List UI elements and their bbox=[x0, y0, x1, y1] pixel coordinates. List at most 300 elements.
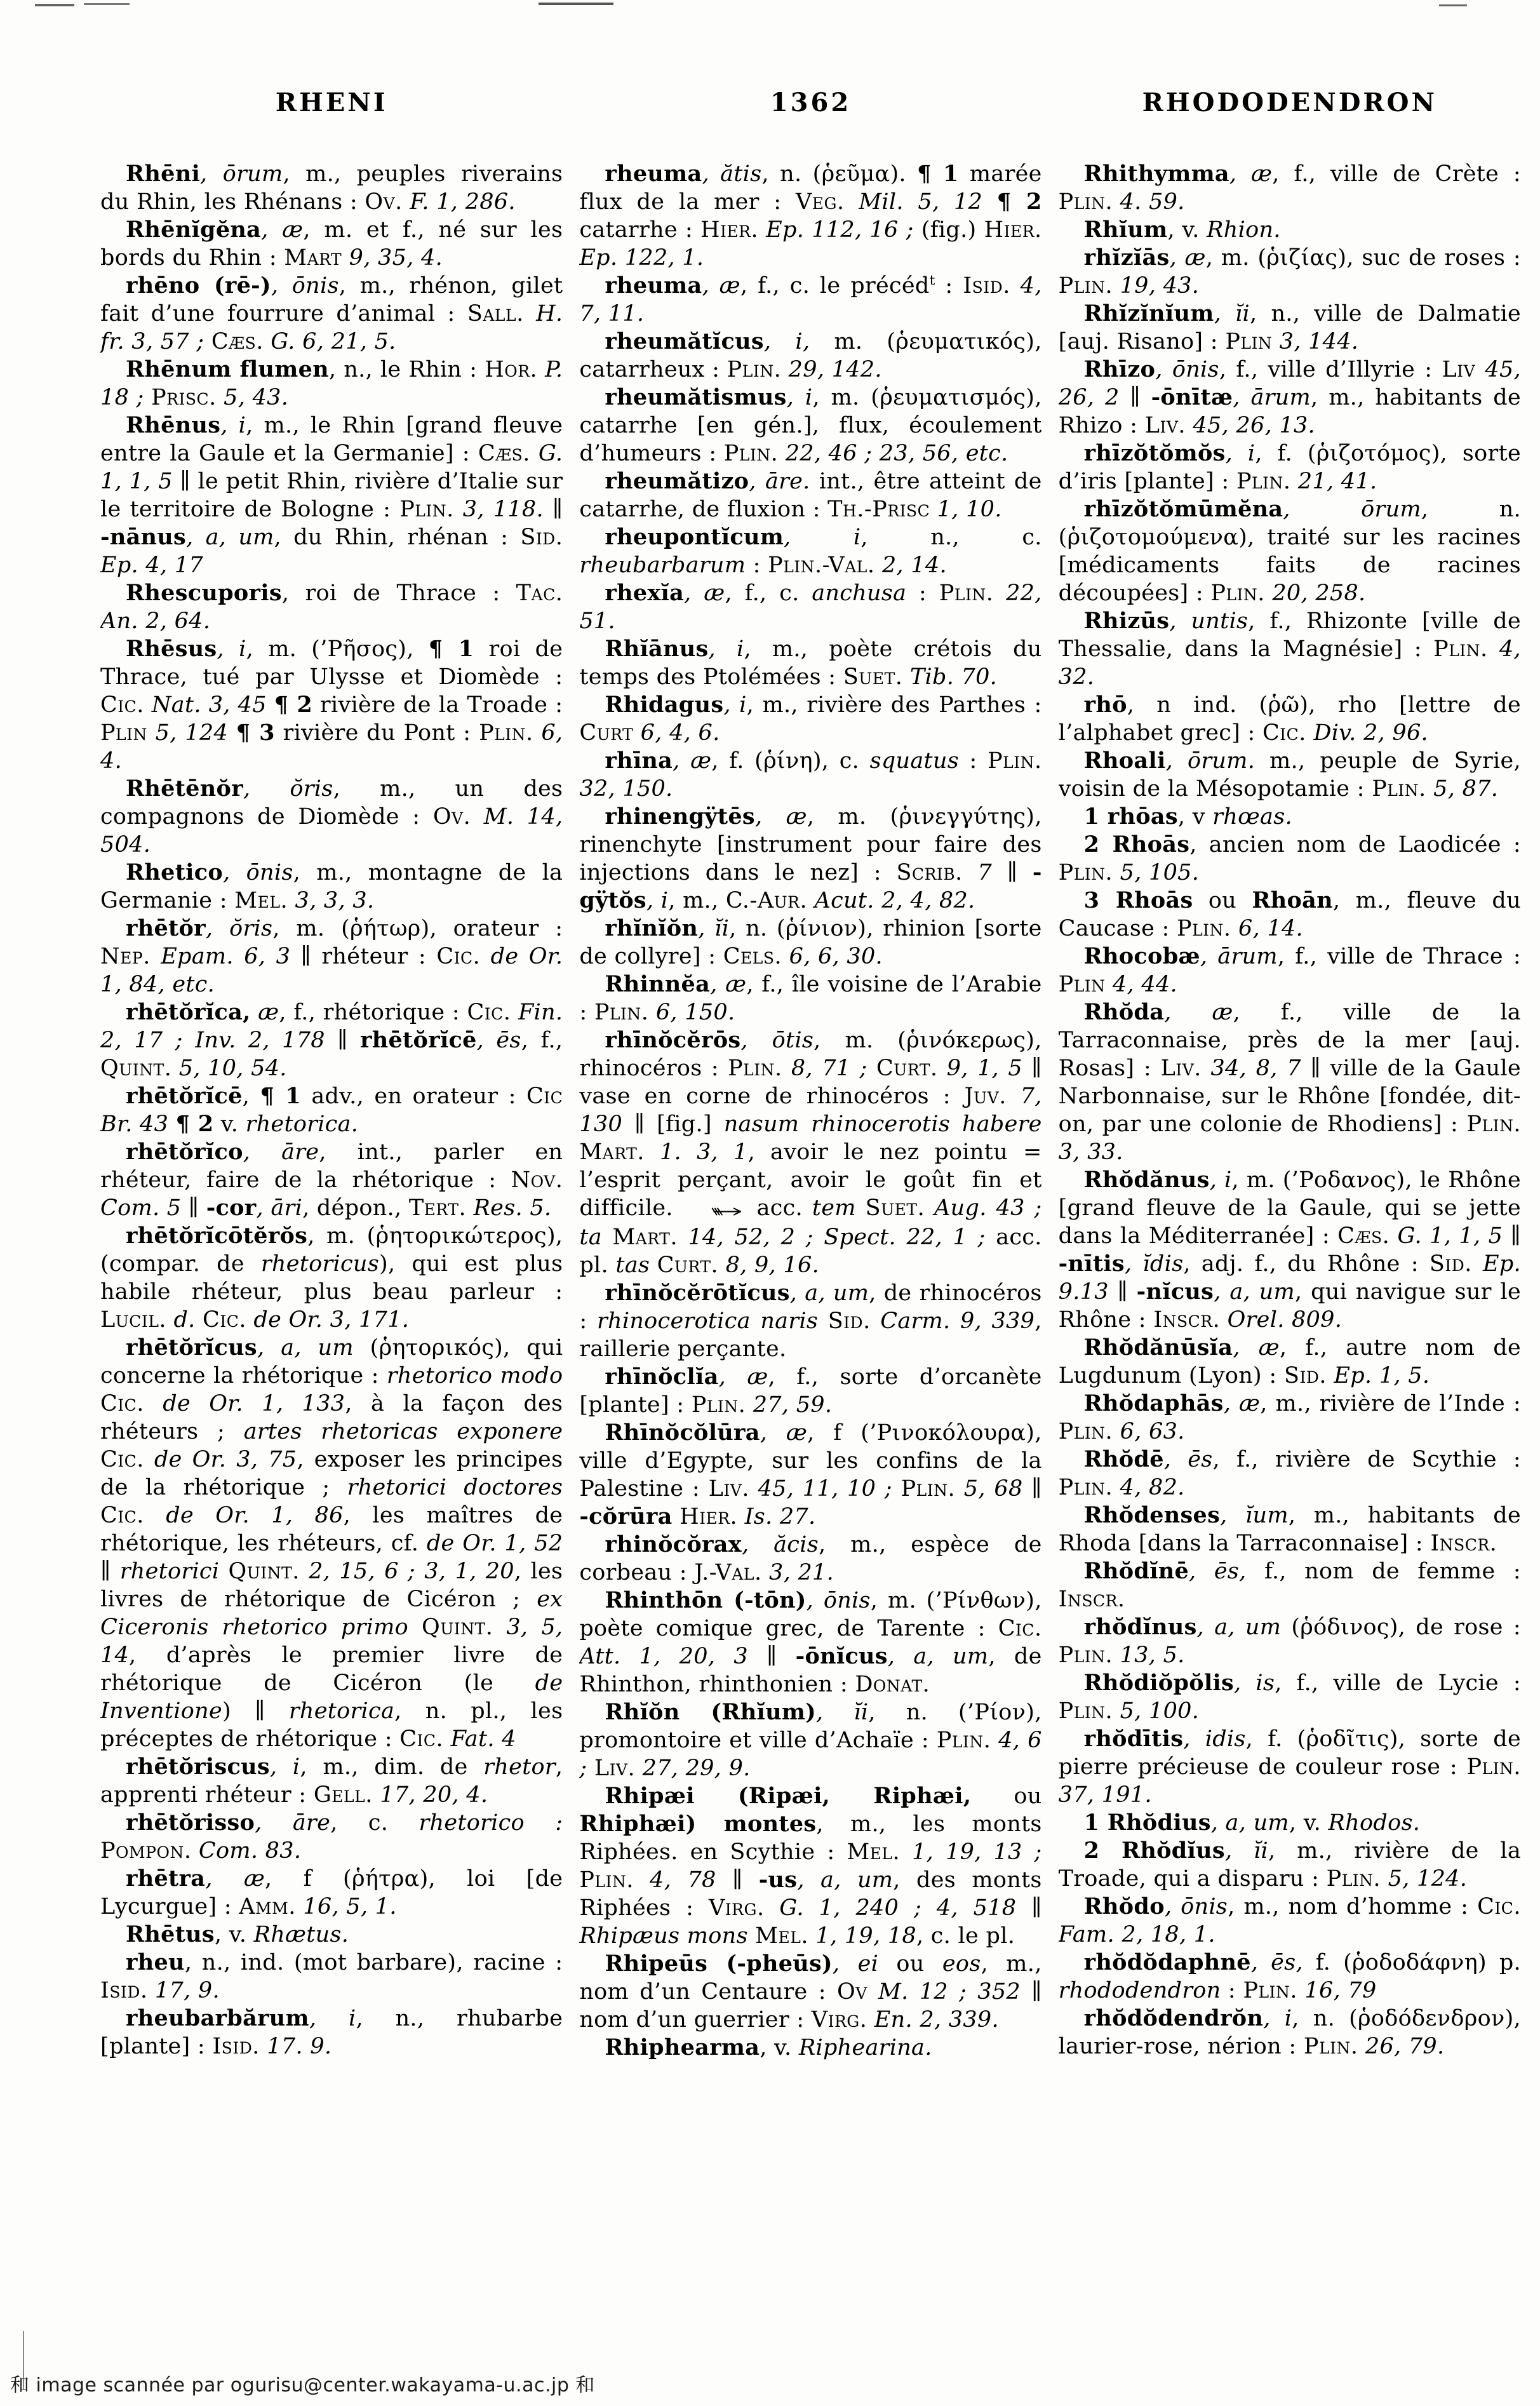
author-abbrev: Plin. bbox=[1303, 2034, 1358, 2059]
entry-text: , a, um bbox=[186, 525, 274, 550]
entry-text: , æ bbox=[760, 1420, 808, 1446]
headword: 3 Rhoās bbox=[1083, 887, 1193, 913]
entry-text: , du Rhin, rhénan : bbox=[274, 525, 521, 550]
entry-text: , adj. f., du Rhône : bbox=[1183, 1251, 1430, 1277]
entry-text: , i bbox=[723, 692, 747, 718]
headword: -cor bbox=[206, 1195, 257, 1221]
headword: rhētŏrĭcē bbox=[126, 1083, 243, 1109]
scan-artifact-dash bbox=[84, 3, 130, 5]
entry-text: , āre bbox=[243, 1139, 319, 1165]
entry-text: , m. et f., né sur les bords du Rhin : bbox=[100, 217, 563, 271]
entry-text: 3, 21. bbox=[761, 1560, 834, 1585]
author-abbrev: Tac. bbox=[516, 581, 563, 606]
entry-text: , a, um bbox=[789, 1280, 869, 1306]
entry-text: G. 6, 21, 5. bbox=[263, 329, 396, 354]
entry-text: 7, 130 bbox=[579, 1084, 1042, 1137]
author-abbrev: Liv. bbox=[1144, 413, 1186, 438]
entry-text: Rhipæus mons bbox=[579, 1923, 748, 1949]
entry-text: Com. 83. bbox=[191, 1838, 302, 1864]
entry-text: , m. (ῥητορικώτερος), (compar. de bbox=[100, 1223, 563, 1277]
entry-text: 2, 15, 6 ; 3, 1, 20 bbox=[299, 1559, 514, 1584]
headword: rhŏdītis bbox=[1083, 1726, 1184, 1752]
headword: Rhinnĕa bbox=[605, 971, 711, 997]
column-2 bbox=[579, 160, 1041, 2330]
entry-text: 5, 105. bbox=[1113, 860, 1200, 885]
author-abbrev: Plin. bbox=[1433, 636, 1488, 662]
author-abbrev: Plin. bbox=[939, 581, 994, 606]
entry-text: , ĭum bbox=[1220, 1503, 1289, 1528]
entry-text: , ōnis bbox=[806, 1588, 871, 1613]
author-abbrev: Plin bbox=[100, 720, 147, 746]
entry-text: int., être atteint de catarrhe, de fluxion : bbox=[579, 469, 1042, 522]
author-abbrev: Virg. bbox=[811, 2007, 867, 2033]
entry-text bbox=[673, 1504, 680, 1529]
dictionary-entry bbox=[579, 579, 1041, 635]
entry-text: rivière du Pont : bbox=[274, 720, 479, 746]
entry-text: , ancien nom de Laodicée : bbox=[1189, 832, 1521, 857]
author-abbrev: Th.-Prisc bbox=[827, 497, 930, 522]
entry-text: acc. pl. bbox=[579, 1225, 1042, 1278]
author-abbrev: Hor. bbox=[485, 357, 538, 382]
entry-text: 1. 3, 1 bbox=[644, 1139, 748, 1165]
entry-text: 1, 10. bbox=[930, 497, 1002, 522]
entry-text: 29, 142. bbox=[781, 357, 882, 382]
entry-text: , ārum bbox=[1233, 385, 1311, 410]
headword: rhŏdĭnus bbox=[1083, 1614, 1197, 1640]
entry-text: 19, 43. bbox=[1113, 273, 1200, 299]
headword: Rhescuporis bbox=[126, 580, 282, 606]
entry-text: , n. (ῥεῦμα). bbox=[761, 161, 918, 187]
entry-text: Is. 27. bbox=[737, 1504, 816, 1529]
entry-text: , æ bbox=[702, 273, 740, 299]
entry-text: m., peuple de Syrie, voisin de la Mésopotamie : bbox=[1058, 748, 1521, 802]
headword: rhīnŏcĕrōs bbox=[605, 1027, 741, 1053]
dictionary-entry bbox=[1059, 1725, 1521, 1809]
dictionary-entry bbox=[100, 356, 563, 412]
dictionary-entry bbox=[100, 160, 563, 216]
entry-text: , à la façon des rhéteurs ; bbox=[100, 1391, 563, 1444]
headword: 2 Rhoās bbox=[1083, 831, 1190, 857]
entry-text: Fin. 2, 17 ; Inv. 2, 178 bbox=[100, 1000, 563, 1053]
author-abbrev: Cæs. bbox=[1337, 1223, 1390, 1249]
entry-text: : bbox=[906, 581, 939, 606]
entry-text: 13, 5. bbox=[1113, 1643, 1185, 1668]
entry-text: 6, 6, 30. bbox=[782, 944, 883, 969]
author-abbrev: Plin. bbox=[728, 1056, 782, 1081]
entry-text: , f., île voisine de l’Arabie : bbox=[579, 972, 1042, 1025]
entry-text bbox=[818, 1308, 828, 1334]
headword: rhexĭa bbox=[605, 580, 685, 606]
entry-text bbox=[982, 189, 997, 215]
entry-text: 32, 150. bbox=[579, 776, 673, 802]
entry-text: 34, 8, 7 bbox=[1201, 1056, 1301, 1081]
entry-text: , m. (ῥήτωρ), orateur : bbox=[272, 916, 563, 941]
entry-text: eos bbox=[942, 1951, 981, 1977]
dictionary-entry bbox=[1059, 440, 1521, 495]
entry-text: (ῥόδινος), de rose : bbox=[1281, 1615, 1521, 1640]
headword: rheubarbărum bbox=[126, 2005, 309, 2031]
entry-text: , i, bbox=[763, 329, 810, 354]
entry-text: , n. (ῥιζοτομούμενα), traité sur les racines [médicaments faits de racines découpées] : bbox=[1058, 497, 1521, 606]
author-abbrev: Hier. bbox=[700, 217, 759, 243]
author-abbrev: Plin. bbox=[1372, 776, 1426, 802]
entry-text: ∥ [fig.] bbox=[622, 1112, 724, 1137]
author-abbrev: Mel. bbox=[847, 1839, 901, 1865]
author-abbrev: Nep. bbox=[100, 944, 151, 969]
entry-text: ∥ bbox=[747, 1644, 796, 1669]
dictionary-entry bbox=[1059, 216, 1521, 244]
entry-text: ou bbox=[1193, 888, 1252, 913]
author-abbrev: Cæs. bbox=[211, 329, 264, 354]
entry-text: , f., ville d’Illyrie : bbox=[1219, 357, 1442, 382]
entry-text: Tib. 70. bbox=[902, 664, 998, 690]
dictionary-entry bbox=[579, 2034, 1041, 2062]
author-abbrev: Veg. bbox=[796, 189, 845, 215]
entry-text: ex Ciceronis rhetorico primo bbox=[100, 1587, 563, 1640]
entry-text: rhinocerotica naris bbox=[596, 1308, 819, 1334]
entry-text: , m. (’Ρίνθων), poète comique grec, de Tarente : bbox=[579, 1588, 1042, 1641]
dictionary-entry bbox=[1059, 1557, 1521, 1613]
headword: -gÿtŏs bbox=[579, 859, 1042, 913]
entry-text: rhetor bbox=[483, 1754, 556, 1780]
entry-text: Att. 1, 20, 3 bbox=[579, 1644, 748, 1669]
entry-text: 8, 9, 16. bbox=[718, 1253, 819, 1278]
entry-text: 2, 14. bbox=[874, 553, 947, 578]
entry-text: , æ bbox=[1223, 1391, 1261, 1416]
headword: Rhĭŏn (Rhĭum) bbox=[605, 1699, 817, 1725]
dictionary-entry bbox=[1059, 1837, 1521, 1893]
author-abbrev: Mart bbox=[284, 245, 342, 271]
entry-text: , bbox=[242, 1084, 260, 1109]
headword: -ōnĭcus bbox=[795, 1643, 888, 1669]
entry-text: Ep. 1, 5. bbox=[1327, 1363, 1430, 1388]
entry-text: , ĭi bbox=[698, 916, 730, 941]
entry-text: , æ bbox=[205, 1866, 265, 1892]
entry-text: , is bbox=[1234, 1670, 1275, 1696]
headword: rheumătizo bbox=[605, 468, 749, 494]
entry-text: , n. (ῥοδόδενδρον), laurier-rose, nérion : bbox=[1058, 2006, 1521, 2059]
entry-text: 6, 4, 6. bbox=[633, 720, 720, 746]
entry-text: , m., rivière de l’Inde : bbox=[1260, 1391, 1521, 1416]
dictionary-entry bbox=[579, 915, 1041, 971]
entry-text: Riphearina. bbox=[798, 2035, 932, 2060]
entry-text bbox=[144, 385, 151, 410]
entry-text: : bbox=[959, 748, 988, 774]
entry-text: , n. pl., les préceptes de rhétorique : bbox=[100, 1698, 563, 1752]
dictionary-entry bbox=[100, 2005, 563, 2060]
entry-text: , a, um bbox=[1196, 1615, 1282, 1640]
headword: Rhĭzĭnĭum bbox=[1083, 300, 1214, 326]
entry-text bbox=[856, 1195, 866, 1221]
entry-text: : bbox=[746, 553, 768, 578]
dictionary-entry bbox=[100, 1334, 563, 1753]
headword: Rhŏdănūsĭa bbox=[1083, 1334, 1233, 1361]
entry-text: rhetorica bbox=[288, 1698, 395, 1724]
dictionary-entry bbox=[579, 691, 1041, 747]
entry-text: , f. (ῥοδῖτις), sorte de pierre précieuse de couleur rose : bbox=[1058, 1726, 1521, 1780]
author-abbrev: Plin. bbox=[1466, 1754, 1521, 1780]
entry-text: Br. 43 bbox=[100, 1112, 169, 1137]
dictionary-entry bbox=[579, 384, 1041, 467]
headword: 2 Rhŏdĭus bbox=[1083, 1838, 1225, 1864]
headword: ¶ 2 bbox=[175, 1111, 214, 1137]
entry-text: 5, 43. bbox=[216, 385, 289, 410]
entry-text bbox=[204, 329, 211, 354]
entry-text: , de Rhinthon, rhinthonien : bbox=[579, 1644, 1042, 1697]
entry-text: 9, 1, 5 bbox=[937, 1056, 1022, 1081]
entry-text: , ŏris bbox=[205, 916, 273, 941]
entry-text: 1, 19, 18 bbox=[808, 1923, 916, 1949]
entry-text: : bbox=[1221, 1978, 1243, 2003]
entry-text: , ōrum bbox=[1283, 497, 1421, 522]
entry-text: , m. (ῥευματισμός), catarrhe [en gén.], flux, écoulement d’humeurs : bbox=[579, 385, 1042, 466]
entry-text: tem bbox=[812, 1195, 856, 1221]
author-abbrev: J.-Val. bbox=[694, 1560, 762, 1585]
headword: -nītis bbox=[1058, 1251, 1125, 1277]
entry-text: , des monts Riphées : bbox=[579, 1867, 1042, 1921]
entry-text: Ep. 4, 17 bbox=[100, 553, 203, 578]
entry-text: Aug. 43 ; bbox=[925, 1195, 1042, 1221]
dictionary-entry bbox=[1059, 1502, 1521, 1557]
entry-text: 1, 19, 13 ; bbox=[900, 1839, 1042, 1865]
author-abbrev: Mart. bbox=[612, 1225, 678, 1250]
headword: rhētŏrĭcē bbox=[359, 1027, 477, 1053]
author-abbrev: Plin. bbox=[1058, 1475, 1113, 1500]
entry-text: , æ bbox=[1229, 161, 1273, 187]
entry-text: ), qui est plus habile rhéteur, plus beau parleur : bbox=[100, 1251, 563, 1305]
dictionary-entry bbox=[1059, 887, 1521, 943]
headword: rhētŏrĭco bbox=[126, 1139, 243, 1165]
headword: Rhiphæi) montes bbox=[579, 1811, 817, 1837]
entry-text bbox=[228, 720, 236, 746]
entry-text: , dépon., bbox=[302, 1195, 409, 1221]
entry-text: , n ind. (ῥῶ), rho [lettre de l’alphabet grec] : bbox=[1058, 692, 1521, 746]
entry-text: 8, 71 ; bbox=[782, 1056, 867, 1081]
entry-text: , ōnis bbox=[1164, 1894, 1228, 1919]
author-abbrev: Quint. bbox=[422, 1615, 493, 1640]
entry-text: , n., rhubarbe [plante] : bbox=[100, 2006, 563, 2059]
entry-text: 6, 63. bbox=[1113, 1419, 1185, 1444]
entry-text: ∥ bbox=[181, 1195, 206, 1221]
headword: -nĭcus bbox=[1136, 1279, 1214, 1305]
author-abbrev: Plin. bbox=[1058, 1643, 1113, 1668]
author-abbrev: Liv. bbox=[594, 1756, 636, 1781]
author-abbrev: Plin. bbox=[726, 357, 782, 382]
entry-text: Mil. 5, 12 bbox=[844, 189, 983, 215]
author-abbrev: Tert. bbox=[408, 1195, 467, 1221]
entry-text: ∥ bbox=[716, 1867, 759, 1893]
headword: ¶ 2 bbox=[274, 692, 312, 718]
entry-text: , æ bbox=[1233, 1335, 1280, 1361]
entry-text: , æ bbox=[673, 748, 712, 774]
page-number: 1362 bbox=[770, 88, 852, 118]
entry-text: , m., rivière des Parthes : bbox=[746, 692, 1042, 718]
entry-text bbox=[219, 1559, 228, 1584]
author-abbrev: Plin. bbox=[479, 720, 533, 746]
headword: rhīzŏtŏmŏs bbox=[1083, 440, 1226, 466]
entry-text: , æ bbox=[754, 804, 807, 830]
headword: Rhetico bbox=[126, 859, 224, 885]
author-abbrev: Inscr. bbox=[1153, 1307, 1221, 1333]
headword: rheumătismus bbox=[605, 384, 787, 410]
author-abbrev: Suet. bbox=[843, 664, 903, 690]
dictionary-entry bbox=[1059, 803, 1521, 831]
entry-text: , m. (’Ροδανος), le Rhône [grand fleuve de la Gaule, qui se jette dans la Méditerranée] : bbox=[1058, 1167, 1521, 1249]
entry-text: Ep. 9.13 bbox=[1058, 1251, 1521, 1305]
entry-text: , f (’Ρινοκόλουρα), ville d’Egypte, sur les confins de la Palestine : bbox=[579, 1420, 1042, 1502]
entry-text: Orel. 809. bbox=[1220, 1307, 1342, 1333]
author-abbrev: Gell. bbox=[313, 1782, 373, 1808]
entry-text: ∥ bbox=[992, 860, 1033, 885]
entry-text: , m., rivière de la Troade, qui a disparu : bbox=[1058, 1838, 1521, 1892]
dictionary-entry bbox=[1059, 300, 1521, 356]
headword: Rhĭum bbox=[1083, 217, 1168, 243]
headword: Rhŏdē bbox=[1083, 1446, 1164, 1472]
entry-text: , f., sorte d’orcanète [plante] : bbox=[579, 1364, 1042, 1418]
entry-text: , a, um bbox=[887, 1644, 989, 1669]
entry-text: ∥ bbox=[1022, 1476, 1042, 1502]
entry-text: rhetoricus bbox=[260, 1251, 380, 1277]
author-abbrev: Isid. bbox=[100, 1978, 148, 2003]
author-abbrev: Sid. bbox=[520, 525, 563, 550]
author-abbrev: Cic. bbox=[998, 1616, 1042, 1641]
entry-text: , æ bbox=[684, 581, 725, 606]
entry-text: , m., dim. de bbox=[300, 1754, 484, 1780]
dictionary-entry bbox=[579, 1531, 1041, 1587]
entry-text: 4, 32. bbox=[1058, 636, 1521, 690]
entry-text: G. 1, 240 ; 4, 518 bbox=[764, 1895, 1017, 1921]
entry-text: Carm. 9, 339 bbox=[870, 1308, 1035, 1334]
entry-text: 16, 5, 1. bbox=[295, 1894, 397, 1919]
entry-text: , ēs bbox=[476, 1028, 521, 1053]
entry-text: , m., bbox=[668, 888, 726, 913]
headword: Rhēni bbox=[126, 161, 201, 187]
headword: Rhipeūs (-pheūs) bbox=[605, 1951, 833, 1977]
entry-text: 45, 11, 10 ; bbox=[749, 1476, 892, 1502]
entry-text: 4, 78 bbox=[633, 1867, 716, 1893]
headword: rheuma bbox=[605, 272, 702, 299]
entry-text: ∥ vase en corne de rhinocéros : bbox=[579, 1056, 1042, 1109]
author-abbrev: Cic. bbox=[1262, 720, 1306, 746]
author-abbrev: Juv. bbox=[964, 1084, 1007, 1109]
entry-text: ou bbox=[878, 1951, 942, 1977]
dictionary-entry bbox=[100, 859, 563, 915]
author-abbrev: Sid. bbox=[827, 1308, 871, 1334]
entry-text: , ōrum bbox=[200, 161, 283, 187]
scan-artifact-dash bbox=[1439, 4, 1467, 6]
author-abbrev: Pompon. bbox=[100, 1838, 192, 1864]
entry-text: 4, 82. bbox=[1113, 1475, 1185, 1500]
author-abbrev: Suet. bbox=[865, 1195, 925, 1221]
dictionary-entry bbox=[579, 328, 1041, 384]
entry-text: Nat. 3, 45 bbox=[144, 692, 267, 718]
dictionary-entry bbox=[579, 803, 1041, 915]
dictionary-entry bbox=[1059, 1613, 1521, 1669]
superscript-text: t bbox=[929, 272, 935, 289]
entry-text: ta bbox=[579, 1225, 602, 1250]
author-abbrev: Plin. bbox=[1058, 860, 1113, 885]
entry-text: , untis bbox=[1169, 608, 1249, 634]
entry-text: , f., ville de Thrace : bbox=[1277, 944, 1521, 969]
arrow-icon bbox=[683, 1195, 747, 1223]
entry-text: 37, 191. bbox=[1058, 1782, 1152, 1808]
entry-text: , f., Rhizonte [ville de Thessalie, dans la Magnésie] : bbox=[1058, 608, 1521, 662]
entry-text: de Or. 3, 75 bbox=[144, 1447, 297, 1472]
headword: Rhēnum flumen bbox=[126, 356, 329, 382]
dictionary-entry bbox=[100, 216, 563, 272]
entry-text: de Or. 1, 133 bbox=[144, 1391, 345, 1416]
entry-text: , int., parler en rhéteur, faire de la rhétorique : bbox=[100, 1139, 563, 1193]
dictionary-entry bbox=[1059, 244, 1521, 300]
entry-text: rhetorici doctores bbox=[347, 1475, 563, 1500]
dictionary-entry bbox=[100, 635, 563, 775]
headword: Rhētēnŏr bbox=[126, 776, 243, 802]
entry-text: , ēs, bbox=[1189, 1559, 1247, 1584]
entry-text: , m., nom d’homme : bbox=[1228, 1894, 1478, 1919]
author-abbrev: Ov. bbox=[432, 804, 471, 830]
author-abbrev: Cæs. bbox=[478, 441, 530, 466]
entry-text: Rhætus. bbox=[253, 1922, 349, 1947]
author-abbrev: Liv bbox=[1442, 357, 1476, 382]
author-abbrev: Cic. bbox=[467, 1000, 511, 1025]
entry-text: v. bbox=[213, 1112, 246, 1137]
author-abbrev: C.-Aur. bbox=[725, 888, 808, 913]
dictionary-entry bbox=[1059, 160, 1521, 216]
entry-text: ∥ bbox=[1119, 385, 1151, 410]
dictionary-entry bbox=[1059, 1446, 1521, 1502]
entry-text: 3, 118. bbox=[453, 497, 544, 522]
entry-text: P. 18 ; bbox=[100, 357, 563, 410]
entry-text: ∥ bbox=[1108, 1279, 1137, 1305]
entry-text bbox=[267, 692, 274, 718]
entry-text: m. (ῥευματικός), catarrheux : bbox=[579, 329, 1042, 382]
headword: -nānus bbox=[100, 524, 187, 550]
author-abbrev: Scrib. bbox=[896, 860, 963, 885]
headword: Rhoali bbox=[1083, 748, 1166, 774]
author-abbrev: Cic. bbox=[203, 1307, 246, 1333]
headword: rheuma bbox=[605, 161, 702, 187]
author-abbrev: Mart. bbox=[579, 1139, 645, 1165]
author-abbrev: Plin. bbox=[1058, 1419, 1113, 1444]
entry-text: Com. 5 bbox=[100, 1195, 182, 1221]
author-abbrev: Mel. bbox=[234, 888, 288, 913]
dictionary-entry bbox=[100, 998, 563, 1082]
entry-text: Fat. 4 bbox=[443, 1726, 516, 1752]
author-abbrev: Sid. bbox=[1283, 1363, 1327, 1388]
entry-text: ∥ rhéteur : bbox=[290, 944, 437, 969]
dictionary-entry bbox=[100, 1949, 563, 2005]
headword: Rhĭānus bbox=[605, 636, 709, 662]
entry-text: , i bbox=[786, 385, 813, 410]
entry-text: , i bbox=[784, 525, 861, 550]
author-abbrev: Cic bbox=[526, 1084, 563, 1109]
headword: rhĭzĭās bbox=[1083, 245, 1170, 271]
dictionary-entry bbox=[1059, 747, 1521, 803]
author-abbrev: Plin. bbox=[579, 1867, 634, 1893]
entry-text bbox=[587, 1756, 594, 1781]
headword: ¶ 1 bbox=[260, 1083, 302, 1109]
entry-text: 9, 35, 4. bbox=[342, 245, 443, 271]
entry-text: , i bbox=[309, 2006, 356, 2031]
author-abbrev: Lucil. bbox=[100, 1307, 167, 1333]
author-abbrev: Plin. bbox=[1210, 581, 1265, 606]
author-abbrev: Cic. bbox=[1477, 1894, 1521, 1919]
headword: Rhŏdiŏpŏlis bbox=[1083, 1670, 1235, 1696]
dictionary-entry bbox=[579, 1419, 1041, 1531]
headword: Rhŏdaphās bbox=[1083, 1390, 1224, 1416]
headword: Rhizūs bbox=[1083, 608, 1170, 634]
entry-text: , roi de Thrace : bbox=[281, 581, 516, 606]
